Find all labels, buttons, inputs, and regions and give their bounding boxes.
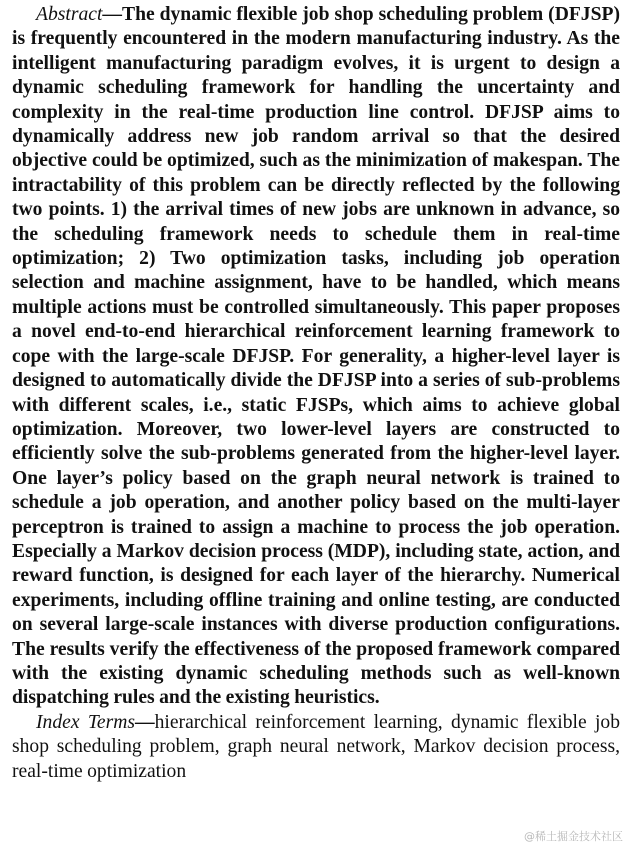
abstract-label: Abstract	[36, 4, 103, 25]
index-terms-label: Index Terms	[36, 711, 136, 733]
index-terms-dash: —	[135, 711, 155, 733]
abstract-dash: —	[102, 4, 122, 25]
abstract-paragraph	[12, 0, 620, 711]
index-terms-paragraph	[12, 711, 620, 784]
abstract-text: The dynamic flexible job shop scheduling problem (DFJSP) is frequently encountered in the modern manufacturing industry. As the intelligent manufacturing paradigm evolves, it is urgent to design a dynamic scheduling framework for handling the uncertainty and complexity in the real-time production line control. DFJSP aims to dynamically address new job random arrival so that the desired objective could be optimized, such as the minimization of makespan. The intractability of this problem can be directly reflected by the following two points. 1) the arrival times of new jobs are unknown in advance, so the scheduling framework needs to schedule them in real-time optimization; 2) Two optimization tasks, including job operation selection and machine assignment, have to be handled, which means multiple actions must be controlled simultaneously. This paper proposes a novel end-to-end hierarchical reinforcement learning framework to cope with the large-scale DFJSP. For generality, a higher-level layer is designed to automatically divide the DFJSP into a series of sub-problems with different scales, i.e., static FJSPs, which aims to achieve global optimization. Moreover, two lower-level layers are constructed to efficiently solve the sub-problems generated from the higher-level layer. One layer’s policy based on the graph neural network is trained to schedule a job operation, and another policy based on the multi-layer perceptron is trained to assign a machine to process the job operation. Especially a Markov decision process (MDP), including state, action, and reward function, is designed for each layer of the hierarchy. Numerical experiments, including offline training and online testing, are conducted on several large-scale instances with diverse production configurations. The results verify the effectiveness of the proposed framework compared with the existing dynamic scheduling methods such as well-known dispatching rules and the existing heuristics.	[12, 4, 620, 709]
site-watermark: @稀土掘金技术社区	[524, 830, 623, 843]
paper-page	[12, 0, 620, 784]
index-terms-text: hierarchical reinforcement learning, dynamic flexible job shop scheduling problem, graph neural network, Markov decision process, real-time optimization	[12, 711, 620, 782]
